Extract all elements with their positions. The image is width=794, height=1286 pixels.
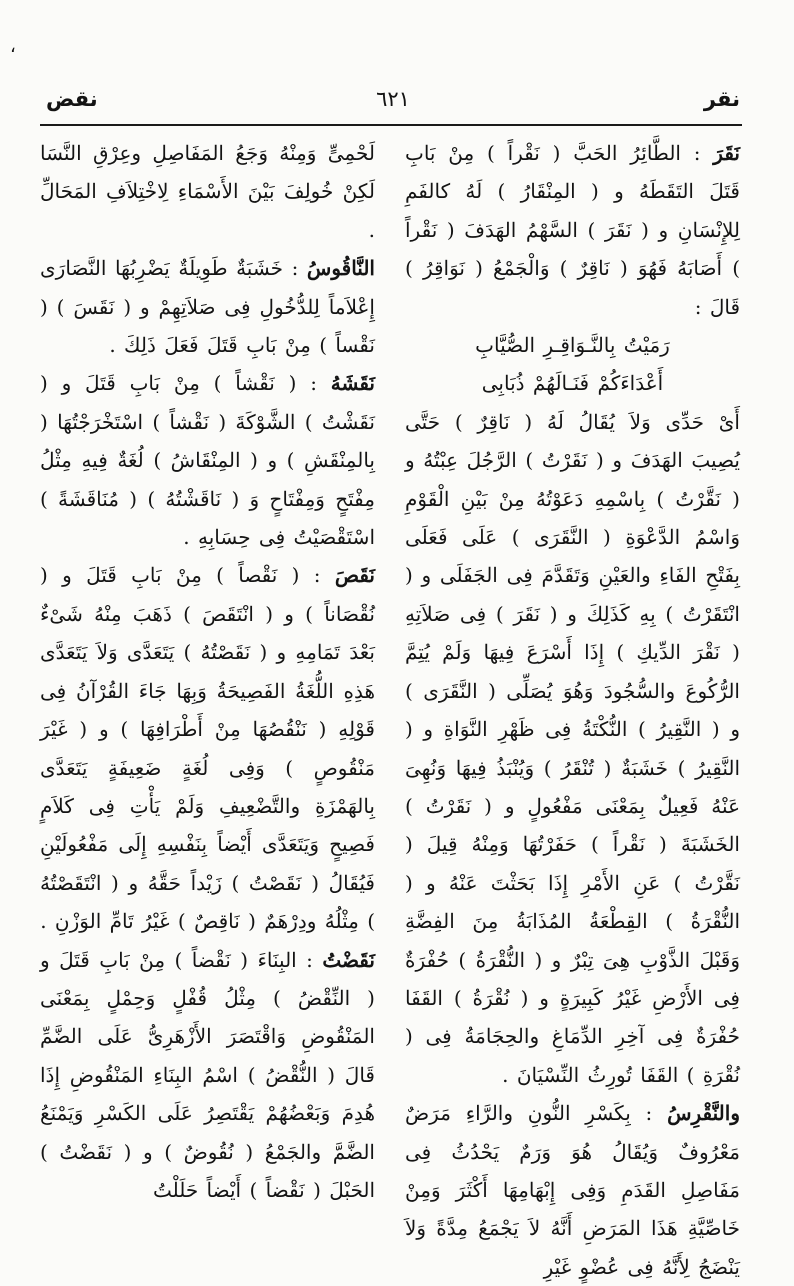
entry-text: : ( نَقْشاً ) مِنْ بَابِ قَتَلَ و ( نَقَشْتُ ) الشَّوْكَةَ ( نَقْشاً ) اسْتَخْرَجْتُهَا ( بِالمِنْقَشِ ) و ( المِنْقَاشُ ) لُغَةٌ فِيهِ مِثْلُ مِفْتَحٍ وَمِفْتَاحٍ وَ ( نَاقَشْتُهُ ) ( مُنَاقَشَةً ) اسْتَقْصَيْتُ فِى حِسَابِهِ . (40, 371, 375, 550)
dictionary-entry (40, 364, 375, 556)
entry-headword: نَقَشَهُ (330, 371, 375, 396)
dictionary-entry (405, 364, 740, 402)
dictionary-entry (405, 403, 740, 1094)
entry-text: : الطَّائِرُ الحَبَّ ( نَقْراً ) مِنْ بَابِ قَتَلَ التَقَطَهُ و ( المِنْقَارُ ) لَهُ كالفَمِ لِلإِنْسَانِ و ( نَقَرَ ) السَّهْمُ الهَدَفَ ( نَقْراً ) أَصَابَهُ فَهُوَ ( نَاقِرٌ ) وَالْجَمْعُ ( نَوَاقِرُ ) قَالَ : (405, 141, 740, 319)
page-number: ٦٢١ (376, 87, 410, 111)
dictionary-entry (40, 134, 375, 249)
left-column (40, 134, 375, 1208)
entry-headword: النَّاقُوسُ (306, 256, 375, 281)
entry-headword: نَقَرَ (713, 141, 740, 165)
dictionary-entry (40, 249, 375, 364)
header-rule (40, 124, 742, 126)
entry-text: أَىْ حَدِّى وَلاَ يُقَالُ لَهُ ( نَاقِرٌ ) حَتَّى يُصِيبَ الهَدَفَ و ( نَقَرْتُ ) الرَّجُلَ عِبْتُهُ و ( نَقَّرْتُ ) بِاسْمِهِ دَعَوْتُهُ مِنْ بَيْنِ الْقَوْمِ وَاسْمُ الدَّعْوَةِ ( النَّقَرَى ) عَلَى فَعَلَى بِفَتْحِ الفَاءِ والعَيْنِ وَتَقَدَّمَ فِى الجَفَلَى و ( انْتَقَرْتُ ) بِهِ كَذَلِكَ و ( نَقَرَ ) فِى صَلاَتِهِ ( نَقْرَ الدِّيكِ ) إِذَا أَسْرَعَ فِيهَا وَلَمْ يُتِمَّ الرُّكُوعَ والسُّجُودَ وَهُوَ يُصَلِّى ( النَّقَرَى ) و ( النَّقِيرُ ) النُّكْتَةُ فِى ظَهْرِ النَّوَاةِ و ( النَّقِيرُ ) خَشَبَةٌ ( تُنْقَرُ ) وَيُنْبَذُ فِيهَا وَنُهِىَ عَنْهُ فَعِيلٌ بِمَعْنَى مَفْعُولٍ و ( نَقَرْتُ ) الخَشَبَةَ ( نَقْراً ) حَفَرْتُهَا وَمِنْهُ قِيلَ ( نَقَّرْتُ ) عَنِ الأَمْرِ إِذَا بَحَثْتَ عَنْهُ و ( النُّقْرَةُ ) القِطْعَةُ المُذَابَةُ مِنَ الفِضَّةِ وَقَبْلَ الذَّوْبِ هِىَ تِبْرٌ و ( النُّقْرَةُ ) حُفْرَةٌ فِى الأَرْضِ غَيْرُ كَبِيرَةٍ و ( نُقْرَةُ ) القَفَا حُفْرَةٌ فِى آخِرِ الدِّمَاغِ والحِجَامَةُ فِى ( نُقْرَةِ ) القَفَا تُورِثُ النِّسْيَانَ . (405, 409, 740, 1087)
entry-text: رَمَيْتُ بِالنَّـوَاقِـرِ الصُّيَّابِ (475, 333, 670, 358)
dictionary-entry (40, 556, 375, 940)
right-column (405, 134, 740, 1279)
dictionary-entry (405, 326, 740, 364)
entry-headword: نَقَصَ (334, 563, 375, 588)
entry-text: : بِكَسْرِ النُّونِ والرَّاءِ مَرَضٌ مَعْرُوفٌ وَيُقَالُ هُوَ وَرَمٌ يَحْدُثُ فِى مَفَاصِلِ القَدَمِ وَفِى إِبْهَامِهَا أَكْثَرَ وَمِنْ خَاصِّيَّةِ هَذَا المَرَضِ أَنَّهُ لاَ يَجْمَعُ مِدَّةً وَلاَ يَنْضَجُ لِأَنَّهُ فِى عُضْوٍ غَيْرِ (405, 1101, 740, 1279)
entry-headword: نَقَضْتُ (322, 947, 375, 972)
entry-text: : ( نَقْصاً ) مِنْ بَابِ قَتَلَ و ( نُقْصَاناً ) و ( انْتَقَصَ ) ذَهَبَ مِنْهُ شَىْءٌ بَعْدَ تَمَامِهِ و ( نَقَصْتُهُ ) يَتَعَدَّى وَلاَ يَتَعَدَّى هَذِهِ اللُّغَةُ الفَصِيحَةُ وَبِهَا جَاءَ القُرْآنُ فِى قَوْلِهِ ( نَنْقُصُهَا مِنْ أَطْرَافِهَا ) و ( غَيْرَ مَنْقُوصٍ ) وَفِى لُغَةٍ ضَعِيفَةٍ يَتَعَدَّى بِالهَمْزَةِ والتَّضْعِيفِ وَلَمْ يَأْتِ فِى كَلاَمٍ فَصِيحٍ وَيَتَعَدَّى أَيْضاً بِنَفْسِهِ إِلَى مَفْعُولَيْنِ فَيُقَالُ ( نَقَصْتُ ) زَيْداً حَقَّهُ و ( انْتَقَصْتُهُ ) مِثْلُهُ ودِرْهَمٌ ( نَاقِصٌ ) غَيْرُ تَامِّ الوَزْنِ . (40, 563, 375, 934)
entry-headword: والنَّقْرِسُ (667, 1101, 740, 1126)
dictionary-entry (405, 134, 740, 326)
dictionary-entry (40, 941, 375, 1210)
header-right-word: نقر (703, 87, 740, 111)
entry-text: : البِنَاءَ ( نَقْضاً ) مِنْ بَابِ قَتَلَ و ( النِّقْضُ ) مِثْلُ قُفْلٍ وَحِمْلٍ بِمَعْنَى المَنْقُوضِ وَاقْتَصَرَ الأَزْهَرِىُّ عَلَى الضَّمِّ قَالَ ( النُّقْضُ ) اسْمُ البِنَاءِ المَنْقُوضِ إِذَا هُدِمَ وَبَعْضُهُمْ يَقْتَصِرُ عَلَى الكَسْرِ وَيَمْنَعُ الضَّمَّ والجَمْعُ ( نُقُوضٌ ) و ( نَقَضْتُ ) الحَبْلَ ( نَقْضاً ) أَيْضاً حَلَلْتُ (40, 947, 375, 1202)
entry-text: أَعْدَاءَكُمْ فَنَـالَهُمْ ذُبَابِى (481, 371, 664, 396)
corner-mark: ، (10, 36, 16, 57)
page-header (46, 84, 740, 116)
header-left-word: نقض (46, 87, 98, 111)
dictionary-entry (405, 1094, 740, 1286)
entry-text: : خَشَبَةٌ طَوِيلَةٌ يَضْرِبُهَا النَّصَارَى إِعْلاَماً لِلدُّخُولِ فِى صَلاَتِهِمْ و ( نَقَسَ ) ( نَقْساً ) مِنْ بَابِ قَتَلَ فَعَلَ ذَلِكَ . (40, 256, 375, 358)
entry-text: لَحْمِىٍّ وَمِنْهُ وَجَعُ المَفَاصِلِ وعِرْقِ النَّسَا لَكِنْ خُولِفَ بَيْنَ الأَسْمَاءِ لِاخْتِلاَفِ المَحَالِّ . (40, 141, 375, 242)
